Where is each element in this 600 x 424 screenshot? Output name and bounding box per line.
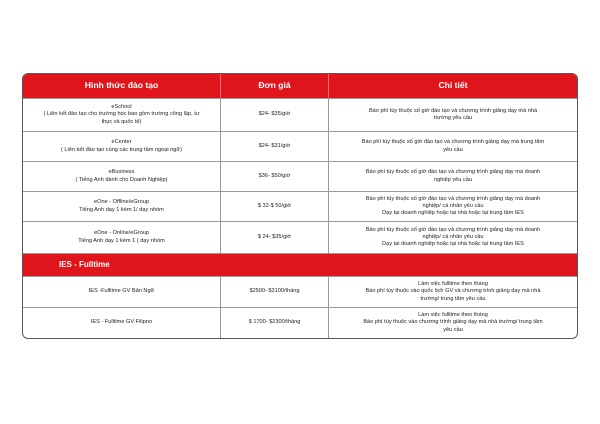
row-detail: Báo phí tùy thuộc số giờ đào tạo và chương trình giảng dạy mà trung tâm yêu cầu bbox=[361, 139, 545, 153]
table-row bbox=[23, 131, 577, 161]
row-price: $36- $50/giờ bbox=[221, 162, 329, 191]
header-detail: Chi tiết bbox=[438, 80, 468, 91]
table-row bbox=[23, 98, 577, 131]
row-form: IES - Fulltime GV Filipno bbox=[23, 308, 221, 338]
table-row bbox=[23, 191, 577, 221]
header-form: Hình thức đào tạo bbox=[23, 74, 221, 98]
row-detail: Báo phí tùy thuộc số giờ đào tạo và chương trình giảng dạy mà doanh nghiệp yêu cầu bbox=[365, 169, 541, 183]
row-form: eOne - Offline/eGroup Tiếng Anh dạy 1 kèm 1/ dạy nhóm bbox=[23, 192, 221, 221]
pricing-table bbox=[22, 73, 578, 339]
section-header bbox=[23, 253, 577, 276]
row-detail: Báo phí tùy thuộc số giờ đào tạo và chương trình giảng dạy mà doanh nghiệp/ cá nhân yêu cầu Dạy tại doanh nghiệp hoặc tại nhà hoặc tại trung tâm IES bbox=[365, 226, 541, 248]
row-detail: Làm việc fulltime theo tháng Báo phí tùy thuộc vào quốc tịch GV và chương trình giảng dạy mà nhà trường/ trung tâm yêu cầu bbox=[365, 281, 541, 302]
table-row bbox=[23, 161, 577, 191]
row-detail: Báo phí tùy thuộc số giờ đào tạo và chương trình giảng dạy mà doanh nghiệp/ cá nhân yêu cầu Dạy tại doanh nghiệp hoặc tại nhà hoặc tại trung tâm IES bbox=[365, 195, 541, 217]
row-price: $ 24- $35/giờ bbox=[221, 222, 329, 253]
section-title: IES - Fulltime bbox=[59, 260, 110, 270]
table-row bbox=[23, 276, 577, 307]
row-form: IES -Fulltime GV Bản Ngữ bbox=[23, 277, 221, 307]
row-price: $2500- $3100/tháng bbox=[221, 277, 329, 307]
table-header bbox=[23, 74, 577, 98]
row-price: $24- $31/giờ bbox=[221, 132, 329, 161]
row-price: $24- $35/giờ bbox=[221, 99, 329, 131]
row-price: $ 32-$ 50/giờ bbox=[221, 192, 329, 221]
row-price: $ 1700- $2300/tháng bbox=[221, 308, 329, 338]
row-form: eSchool ( Liên kết đào tạo cho trường học bao gồm trường công lập, tư thục và quốc tế) bbox=[23, 99, 221, 131]
row-form: eCenter ( Liên kết đào tạo cùng các trung tâm ngoại ngữ) bbox=[23, 132, 221, 161]
table-row bbox=[23, 307, 577, 338]
table-row bbox=[23, 221, 577, 253]
row-detail: Làm việc fulltime theo tháng Báo phí tùy thuộc vào chương trình giảng dạy mà nhà trường/ trung tâm yêu cầu bbox=[363, 312, 543, 333]
row-form: eBusiness ( Tiếng Anh dành cho Doanh Nghiệp) bbox=[23, 162, 221, 191]
row-form: eOne - Online/eGroup Tiếng Anh dạy 1 kèm 1 ( dạy nhóm bbox=[23, 222, 221, 253]
header-price: Đơn giá bbox=[221, 74, 329, 98]
row-detail: Báo phí tùy thuộc số giờ đào tạo và chương trình giảng dạy mà nhà trường yêu cầu bbox=[368, 107, 538, 121]
